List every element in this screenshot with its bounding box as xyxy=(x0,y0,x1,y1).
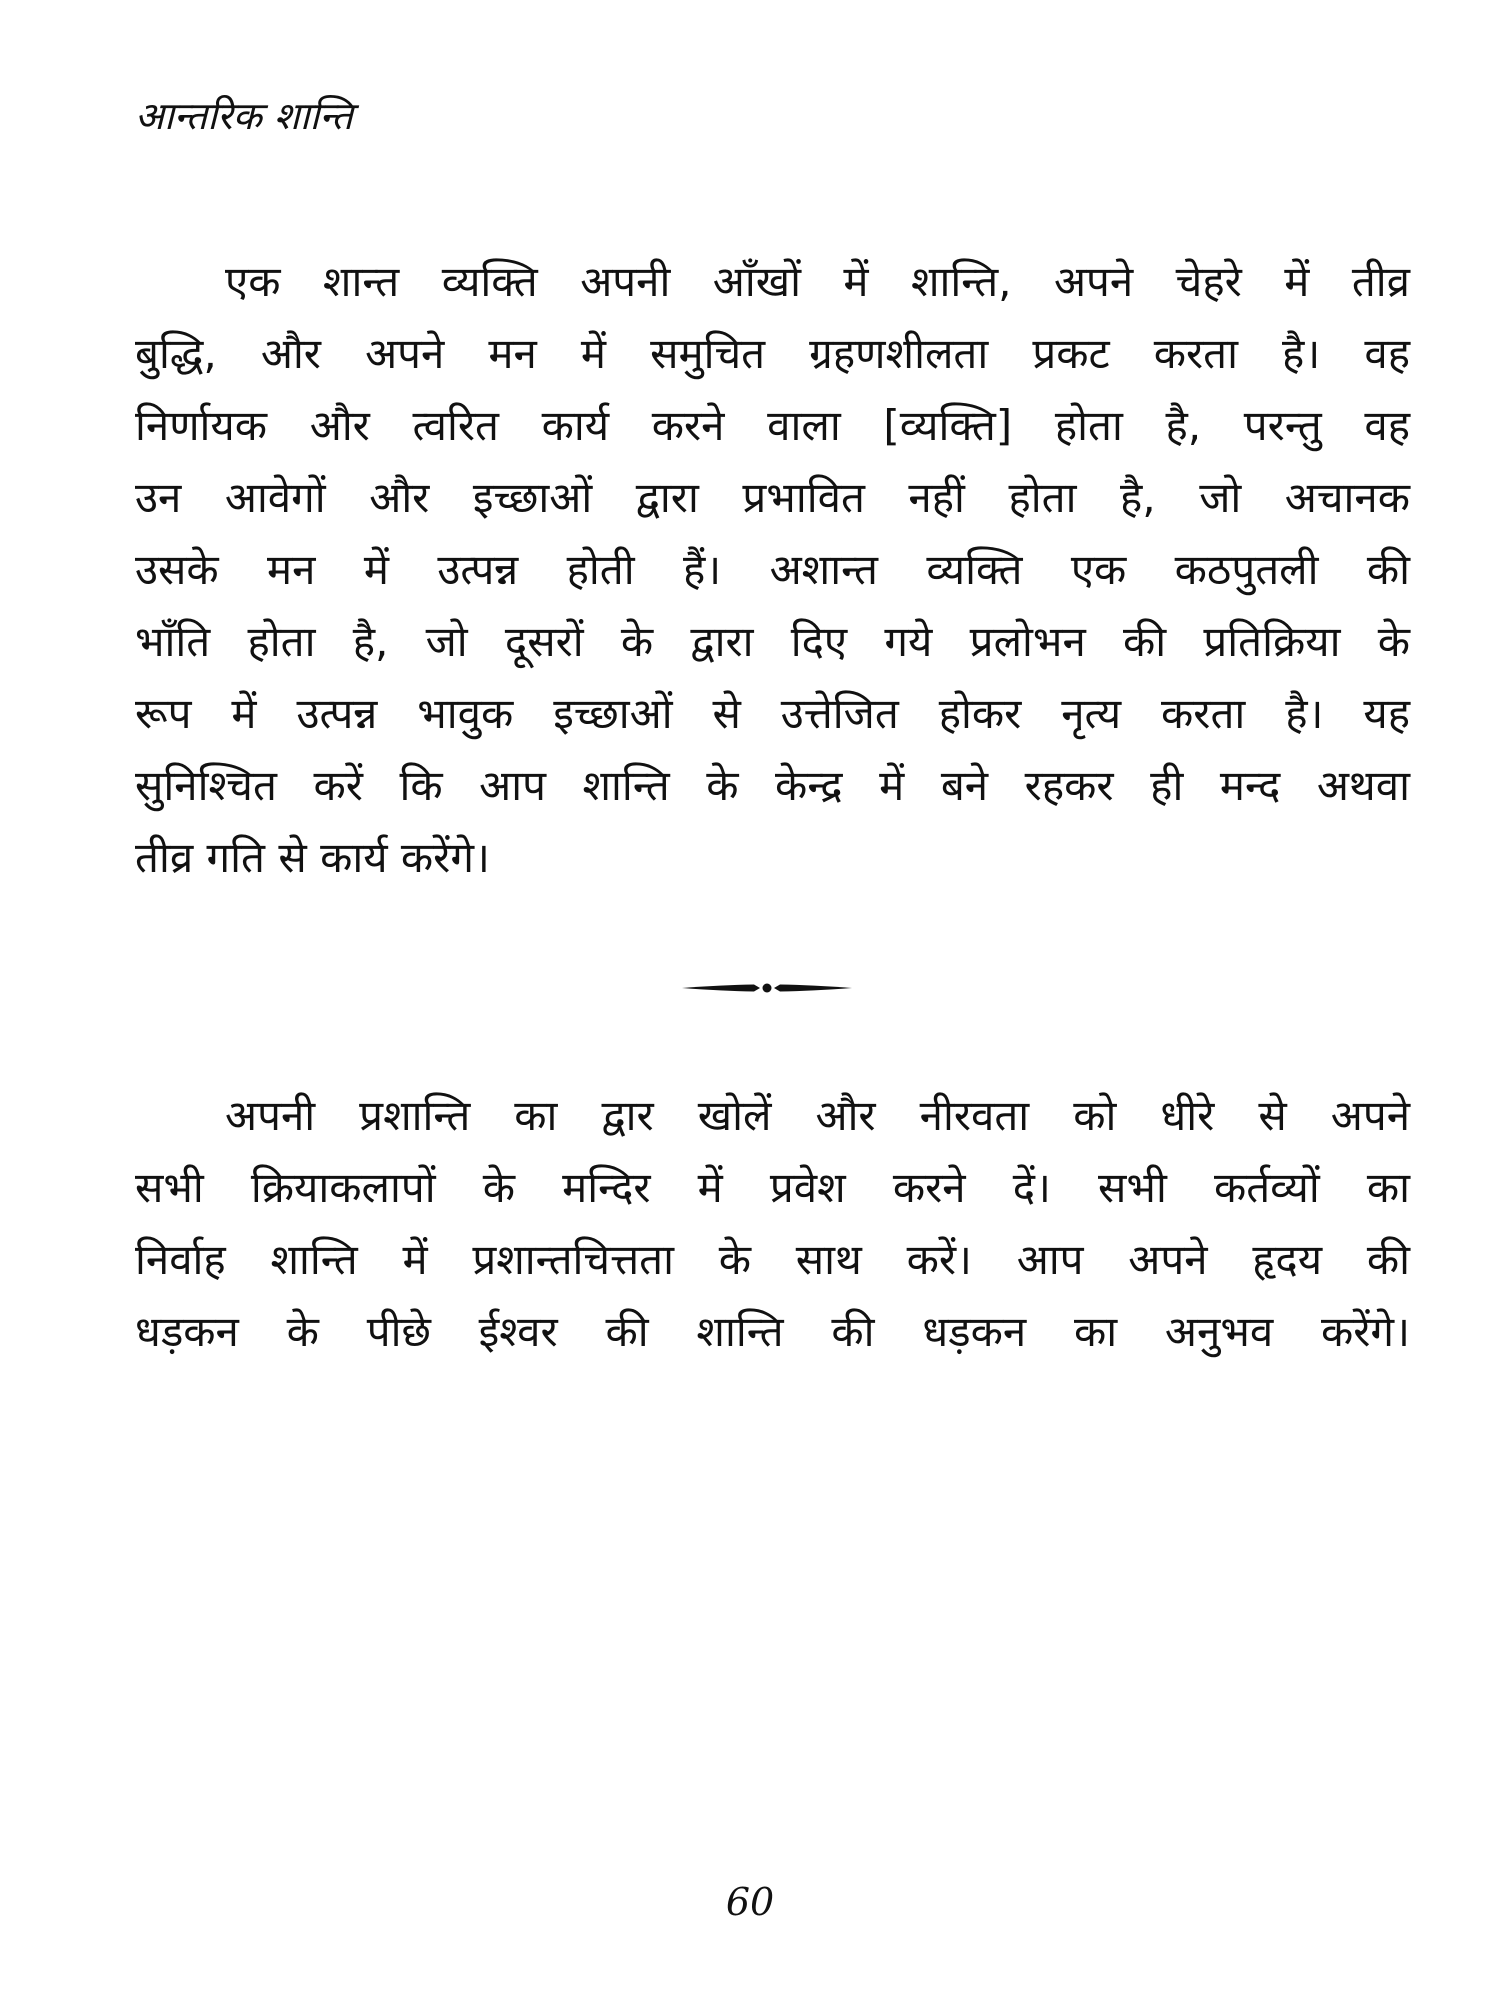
paragraph-line: तीव्र गति से कार्य करेंगे। xyxy=(135,833,490,882)
paragraph-1 xyxy=(135,246,1410,894)
paragraph-line: एक शान्त व्यक्ति अपनी आँखों में शान्ति, अपने चेहरे में तीव्र xyxy=(225,257,1410,306)
paragraph-line: निर्वाह शान्ति में प्रशान्तचित्तता के साथ करें। आप अपने हृदय की xyxy=(135,1235,1410,1284)
paragraph-line: रूप में उत्पन्न भावुक इच्छाओं से उत्तेजित होकर नृत्य करता है। यह xyxy=(135,689,1410,738)
paragraph-line: अपनी प्रशान्ति का द्वार खोलें और नीरवता को धीरे से अपने xyxy=(225,1091,1410,1140)
paragraph-line: निर्णायक और त्वरित कार्य करने वाला [व्यक्ति] होता है, परन्तु वह xyxy=(135,401,1410,450)
page-number: 60 xyxy=(725,1880,775,1924)
paragraph-line: उसके मन में उत्पन्न होती हैं। अशान्त व्यक्ति एक कठपुतली की xyxy=(135,545,1410,594)
section-divider-ornament xyxy=(682,979,852,997)
paragraph-line: सुनिश्चित करें कि आप शान्ति के केन्द्र में बने रहकर ही मन्द अथवा xyxy=(135,761,1410,810)
paragraph-line: उन आवेगों और इच्छाओं द्वारा प्रभावित नहीं होता है, जो अचानक xyxy=(135,473,1410,522)
paragraph-2 xyxy=(135,1080,1410,1368)
paragraph-line: सभी क्रियाकलापों के मन्दिर में प्रवेश करने दें। सभी कर्तव्यों का xyxy=(135,1163,1410,1212)
paragraph-line: धड़कन के पीछे ईश्वर की शान्ति की धड़कन का अनुभव करेंगे। xyxy=(135,1307,1410,1356)
paragraph-line: भाँति होता है, जो दूसरों के द्वारा दिए गये प्रलोभन की प्रतिक्रिया के xyxy=(135,617,1410,666)
running-header-title: आन्तरिक शान्ति xyxy=(135,94,353,138)
paragraph-line: बुद्धि, और अपने मन में समुचित ग्रहणशीलता प्रकट करता है। वह xyxy=(135,329,1410,378)
